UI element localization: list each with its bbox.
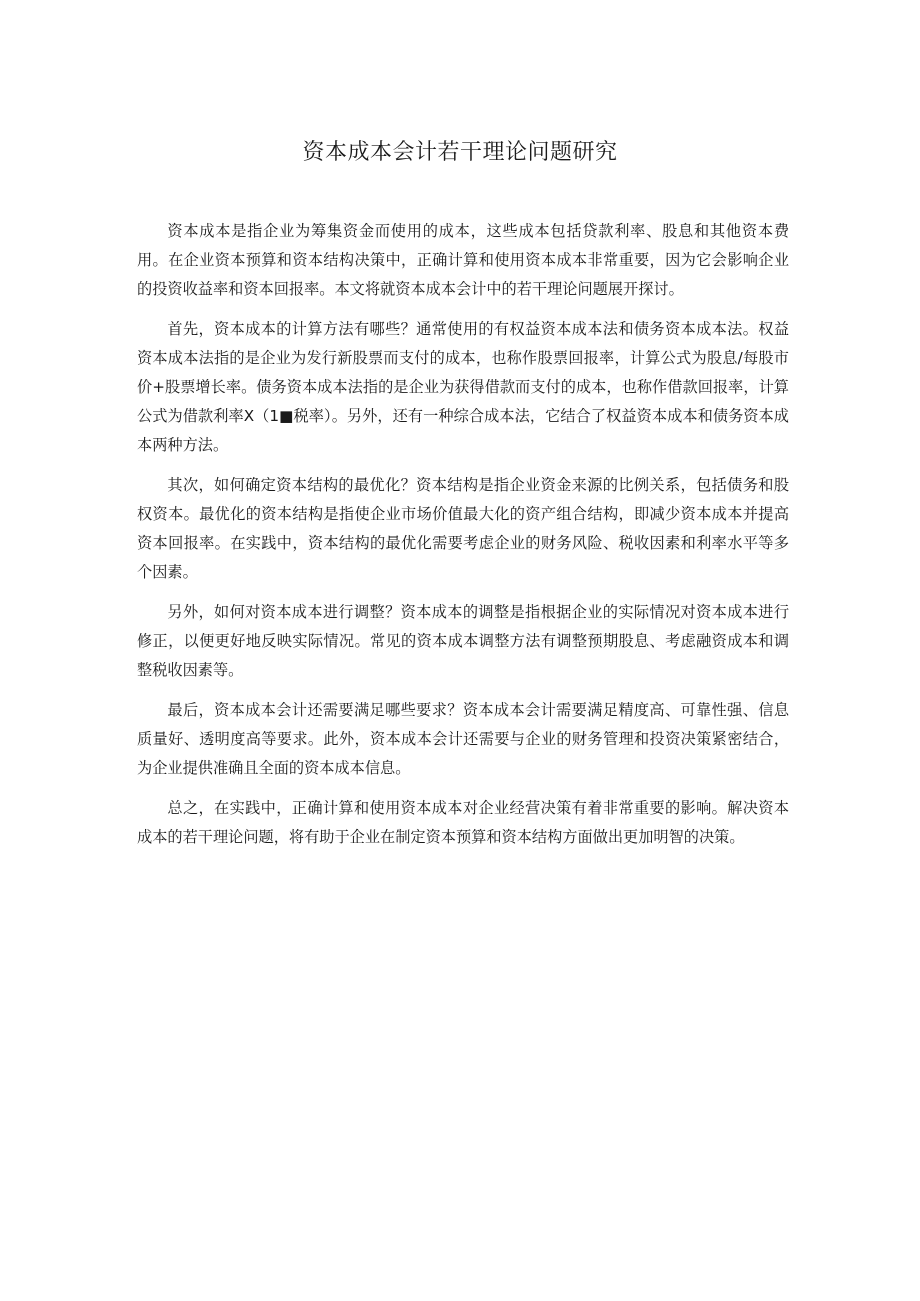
paragraph-capital-structure: 其次，如何确定资本结构的最优化？资本结构是指企业资金来源的比例关系，包括债务和股权资本。最优化的资本结构是指使企业市场价值最大化的资产组合结构，即减少资本成本并提高资本回报率。在实践中，资本结构的最优化需要考虑企业的财务风险、税收因素和利率水平等多个因素。	[137, 476, 789, 581]
paragraph-requirements: 最后，资本成本会计还需要满足哪些要求？资本成本会计需要满足精度高、可靠性强、信息质量好、透明度高等要求。此外，资本成本会计还需要与企业的财务管理和投资决策紧密结合，为企业提供准确且全面的资本成本信息。	[137, 701, 789, 777]
paragraph-introduction: 资本成本是指企业为筹集资金而使用的成本，这些成本包括贷款利率、股息和其他资本费用。在企业资本预算和资本结构决策中，正确计算和使用资本成本非常重要，因为它会影响企业的投资收益率和资本回报率。本文将就资本成本会计中的若干理论问题展开探讨。	[137, 222, 789, 298]
paragraph-conclusion: 总之，在实践中，正确计算和使用资本成本对企业经营决策有着非常重要的影响。解决资本成本的若干理论问题，将有助于企业在制定资本预算和资本结构方面做出更加明智的决策。	[137, 799, 789, 846]
paragraph-cost-calculation: 首先，资本成本的计算方法有哪些？通常使用的有权益资本成本法和债务资本成本法。权益资本成本法指的是企业为发行新股票而支付的成本，也称作股票回报率，计算公式为股息/每股市价+股票增长率。债务资本成本法指的是企业为获得借款而支付的成本，也称作借款回报率，计算公式为借款利率X（1■税率）。另外，还有一种综合成本法，它结合了权益资本成本和债务资本成本两种方法。	[137, 320, 789, 454]
document-body	[137, 217, 789, 863]
paragraph-cost-adjustment: 另外，如何对资本成本进行调整？资本成本的调整是指根据企业的实际情况对资本成本进行修正，以便更好地反映实际情况。常见的资本成本调整方法有调整预期股息、考虑融资成本和调整税收因素等。	[137, 603, 789, 679]
document-title: 资本成本会计若干理论问题研究	[302, 140, 618, 165]
